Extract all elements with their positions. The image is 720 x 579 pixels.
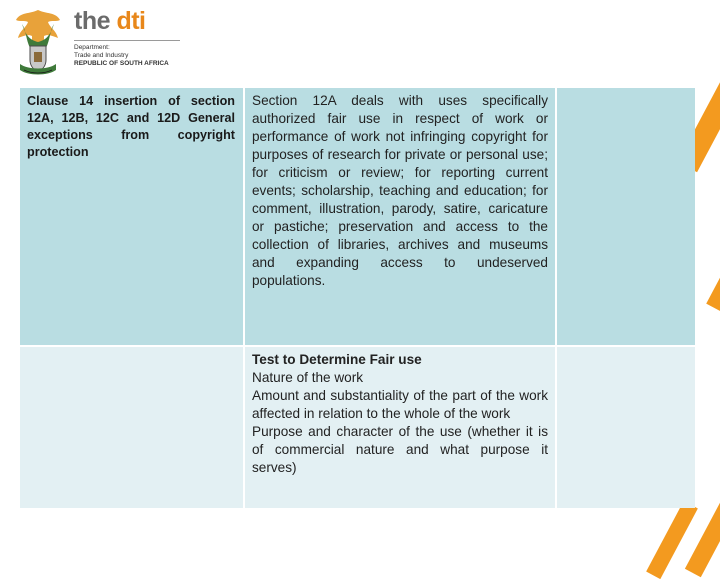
table-cell-content — [245, 347, 555, 508]
clause-label: Clause 14 insertion of section 12A, 12B, 12C and 12D General exceptions from copyright protection — [27, 94, 235, 159]
table-cell-clause — [20, 88, 243, 345]
clause-label — [20, 347, 243, 352]
table-cell-clause — [20, 347, 243, 508]
decorative-stripe — [706, 127, 720, 313]
fair-use-item: Nature of the work — [252, 370, 364, 385]
brand-divider — [74, 40, 180, 41]
clause-content: Section 12A deals with uses specifically authorized fair use in respect of work or performance of work not infringing copyright for purposes of research for private or personal use; for criticism or review; for reporting current events; scholarship, teaching and education; for comment, illustration, parody, satire, caricature or pastiche; preservation and access to the collection of libraries, archives and museums and expanding access to undeserved populations. — [252, 93, 548, 288]
table-cell-comment — [557, 347, 695, 508]
fair-use-test — [245, 347, 555, 477]
clause-table — [20, 88, 695, 508]
department-line: Department: — [74, 44, 110, 51]
country-line: REPUBLIC OF SOUTH AFRICA — [74, 60, 169, 67]
brand-the: the — [74, 7, 110, 35]
table-cell-comment — [557, 88, 695, 345]
fair-use-heading: Test to Determine Fair use — [252, 352, 422, 367]
header-logo — [0, 0, 195, 84]
coat-of-arms-icon — [12, 6, 64, 78]
comment-text — [557, 88, 695, 92]
brand-dti: dti — [116, 7, 146, 35]
comment-text — [557, 347, 695, 351]
table-cell-content — [245, 88, 555, 345]
fair-use-item: Amount and substantiality of the part of the work affected in relation to the whole of the work — [252, 388, 548, 421]
fair-use-item: Purpose and character of the use (whether it is of commercial nature and what purpose it serves) — [252, 424, 548, 475]
department-line: Trade and Industry — [74, 52, 129, 59]
department-text — [74, 44, 169, 68]
brand-wordmark — [74, 6, 146, 36]
